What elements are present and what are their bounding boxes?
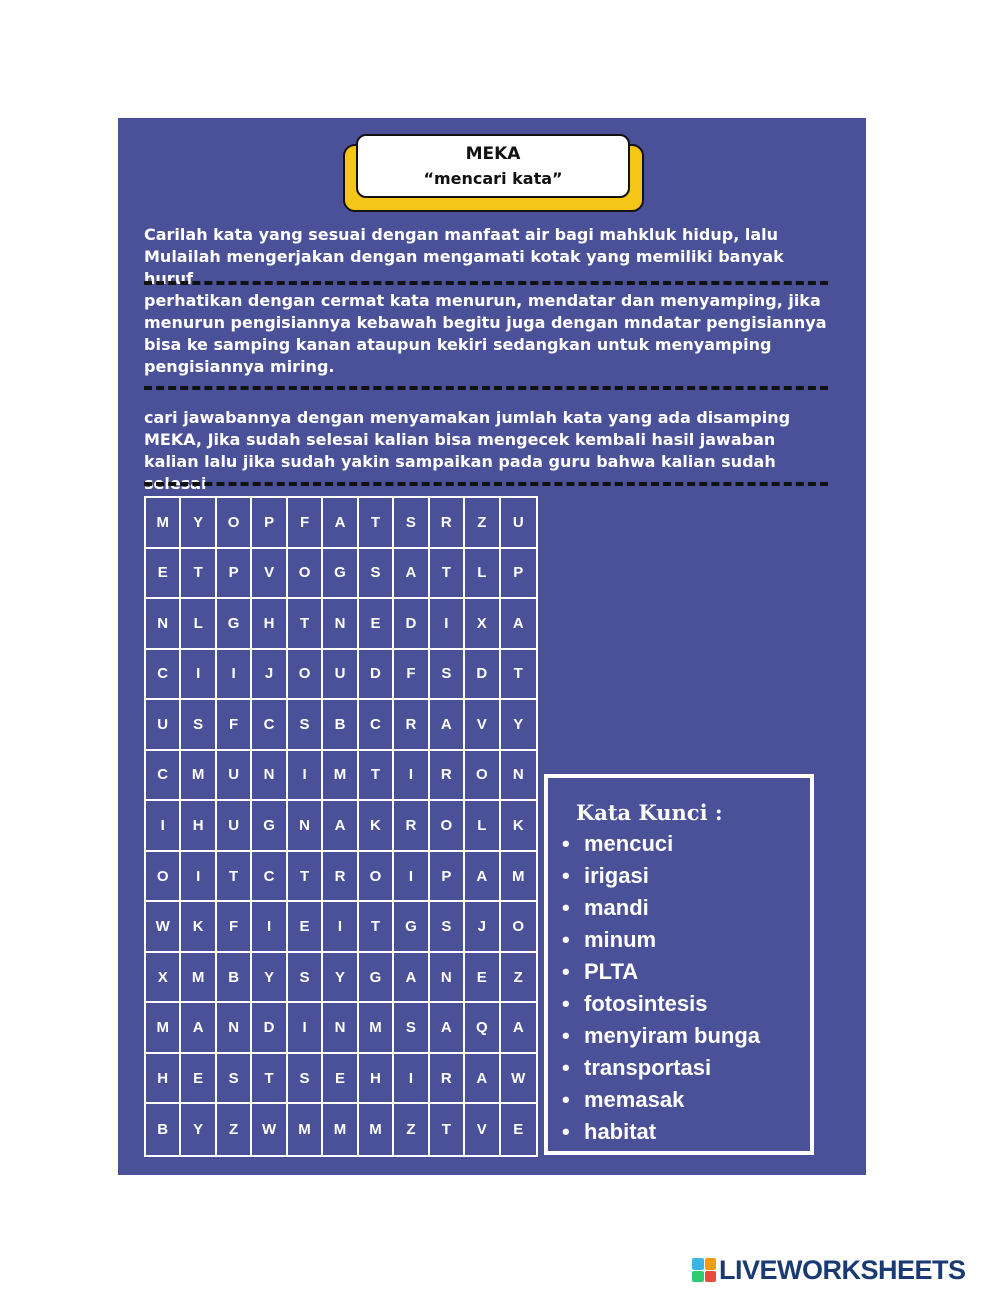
grid-cell[interactable]: T <box>430 1104 465 1155</box>
grid-cell[interactable]: M <box>288 1104 323 1155</box>
grid-cell[interactable]: S <box>288 953 323 1004</box>
grid-cell[interactable]: Y <box>181 1104 216 1155</box>
grid-cell[interactable]: D <box>465 650 500 701</box>
grid-cell[interactable]: Z <box>394 1104 429 1155</box>
grid-cell[interactable]: N <box>252 751 287 802</box>
grid-cell[interactable]: W <box>146 902 181 953</box>
grid-cell[interactable]: U <box>146 700 181 751</box>
grid-cell[interactable]: O <box>288 650 323 701</box>
grid-cell[interactable]: Y <box>501 700 536 751</box>
keyword-title: Kata Kunci : <box>576 800 723 825</box>
grid-cell[interactable]: L <box>465 549 500 600</box>
bullet-icon: • <box>562 831 570 856</box>
grid-cell[interactable]: G <box>217 599 252 650</box>
grid-cell[interactable]: A <box>501 1003 536 1054</box>
title-sub: “mencari kata” <box>423 169 563 188</box>
grid-cell[interactable]: W <box>501 1054 536 1105</box>
grid-cell[interactable]: R <box>394 801 429 852</box>
grid-cell[interactable]: S <box>359 549 394 600</box>
grid-cell[interactable]: G <box>252 801 287 852</box>
grid-cell[interactable]: N <box>323 1003 358 1054</box>
grid-cell[interactable]: P <box>217 549 252 600</box>
grid-cell[interactable]: L <box>181 599 216 650</box>
grid-cell[interactable]: D <box>394 599 429 650</box>
grid-cell[interactable]: S <box>430 650 465 701</box>
grid-cell[interactable]: R <box>394 700 429 751</box>
grid-cell[interactable]: O <box>146 852 181 903</box>
grid-cell[interactable]: I <box>323 902 358 953</box>
grid-cell[interactable]: O <box>430 801 465 852</box>
keyword-item <box>562 1116 760 1148</box>
keyword-list <box>562 828 760 1148</box>
grid-cell[interactable]: S <box>288 1054 323 1105</box>
grid-cell[interactable]: Z <box>465 498 500 549</box>
grid-cell[interactable]: M <box>359 1003 394 1054</box>
keyword-text: habitat <box>584 1119 657 1144</box>
grid-cell[interactable]: T <box>430 549 465 600</box>
grid-cell[interactable]: X <box>465 599 500 650</box>
grid-cell[interactable]: O <box>288 549 323 600</box>
grid-cell[interactable]: F <box>288 498 323 549</box>
grid-cell[interactable]: N <box>323 599 358 650</box>
grid-cell[interactable]: T <box>359 751 394 802</box>
keyword-item <box>562 1084 760 1116</box>
grid-cell[interactable]: Z <box>217 1104 252 1155</box>
grid-cell[interactable]: T <box>288 852 323 903</box>
grid-cell[interactable]: G <box>359 953 394 1004</box>
grid-cell[interactable]: A <box>501 599 536 650</box>
grid-cell[interactable]: O <box>501 902 536 953</box>
grid-cell[interactable]: M <box>501 852 536 903</box>
grid-cell[interactable]: M <box>181 953 216 1004</box>
grid-cell[interactable]: I <box>181 650 216 701</box>
grid-cell[interactable]: M <box>146 1003 181 1054</box>
grid-cell[interactable]: I <box>394 751 429 802</box>
grid-cell[interactable]: N <box>217 1003 252 1054</box>
grid-cell[interactable]: M <box>359 1104 394 1155</box>
grid-cell[interactable]: A <box>430 1003 465 1054</box>
grid-cell[interactable]: M <box>181 751 216 802</box>
grid-cell[interactable]: N <box>430 953 465 1004</box>
bullet-icon: • <box>562 1023 570 1048</box>
word-search-grid <box>144 496 538 1157</box>
grid-cell[interactable]: S <box>217 1054 252 1105</box>
grid-cell[interactable]: S <box>181 700 216 751</box>
grid-cell[interactable]: S <box>288 700 323 751</box>
grid-cell[interactable]: B <box>323 700 358 751</box>
grid-cell[interactable]: S <box>430 902 465 953</box>
grid-cell[interactable]: A <box>394 549 429 600</box>
grid-cell[interactable]: N <box>501 751 536 802</box>
grid-cell[interactable]: R <box>430 751 465 802</box>
divider <box>144 386 828 390</box>
grid-cell[interactable]: D <box>252 1003 287 1054</box>
grid-cell[interactable]: V <box>465 1104 500 1155</box>
grid-cell[interactable]: P <box>430 852 465 903</box>
grid-cell[interactable]: A <box>323 801 358 852</box>
grid-cell[interactable]: T <box>359 902 394 953</box>
keyword-item <box>562 1020 760 1052</box>
instruction-paragraph-2: perhatikan dengan cermat kata menurun, mendatar dan menyamping, jika menurun pengisiannya kebawah begitu juga dengan mndatar pengisiannya bisa ke samping kanan ataupun kekiri sedangkan untuk menyamping pengisiannya miring. <box>144 291 827 376</box>
divider <box>144 281 828 285</box>
grid-cell[interactable]: O <box>359 852 394 903</box>
keyword-item <box>562 956 760 988</box>
grid-cell[interactable]: J <box>252 650 287 701</box>
bullet-icon: • <box>562 1055 570 1080</box>
grid-cell[interactable]: U <box>323 650 358 701</box>
grid-cell[interactable]: T <box>359 498 394 549</box>
grid-cell[interactable]: Y <box>323 953 358 1004</box>
grid-cell[interactable]: E <box>146 549 181 600</box>
grid-cell[interactable]: C <box>146 751 181 802</box>
grid-cell[interactable]: A <box>465 852 500 903</box>
grid-cell[interactable]: E <box>323 1054 358 1105</box>
grid-cell[interactable]: S <box>394 1003 429 1054</box>
grid-cell[interactable]: A <box>394 953 429 1004</box>
grid-cell[interactable]: Z <box>501 953 536 1004</box>
keyword-box <box>544 774 814 1155</box>
bullet-icon: • <box>562 863 570 888</box>
keyword-item <box>562 828 760 860</box>
grid-cell[interactable]: H <box>146 1054 181 1105</box>
grid-cell[interactable]: O <box>217 498 252 549</box>
keyword-text: memasak <box>584 1087 685 1112</box>
grid-cell[interactable]: F <box>217 700 252 751</box>
keyword-item <box>562 924 760 956</box>
grid-cell[interactable]: T <box>252 1054 287 1105</box>
grid-cell[interactable]: L <box>465 801 500 852</box>
bullet-icon: • <box>562 895 570 920</box>
grid-cell[interactable]: M <box>146 498 181 549</box>
grid-cell[interactable]: I <box>394 1054 429 1105</box>
keyword-text: minum <box>584 927 657 952</box>
grid-cell[interactable]: C <box>359 700 394 751</box>
grid-cell[interactable]: N <box>146 599 181 650</box>
grid-cell[interactable]: R <box>430 1054 465 1105</box>
keyword-text: irigasi <box>584 863 649 888</box>
grid-cell[interactable]: R <box>323 852 358 903</box>
grid-cell[interactable]: D <box>359 650 394 701</box>
grid-cell[interactable]: E <box>288 902 323 953</box>
logo-text: LIVEWORKSHEETS <box>719 1254 966 1285</box>
grid-cell[interactable]: G <box>323 549 358 600</box>
grid-cell[interactable]: H <box>359 1054 394 1105</box>
grid-cell[interactable]: E <box>465 953 500 1004</box>
grid-cell[interactable]: I <box>288 751 323 802</box>
keyword-text: mencuci <box>584 831 674 856</box>
grid-cell[interactable]: O <box>465 751 500 802</box>
keyword-text: menyiram bunga <box>584 1023 761 1048</box>
grid-cell[interactable]: K <box>359 801 394 852</box>
grid-cell[interactable]: E <box>513 1121 524 1139</box>
grid-cell[interactable]: K <box>181 902 216 953</box>
grid-cell[interactable]: U <box>217 751 252 802</box>
grid-cell[interactable]: T <box>288 599 323 650</box>
keyword-text: fotosintesis <box>584 991 708 1016</box>
grid-cell[interactable]: C <box>252 852 287 903</box>
grid-cell[interactable]: U <box>501 498 536 549</box>
grid-cell[interactable]: A <box>430 700 465 751</box>
grid-cell[interactable]: F <box>217 902 252 953</box>
grid-cell[interactable]: S <box>394 498 429 549</box>
liveworksheets-logo[interactable] <box>692 1256 966 1284</box>
bullet-icon: • <box>562 927 570 952</box>
grid-cell[interactable]: I <box>181 852 216 903</box>
grid-cell[interactable]: C <box>252 700 287 751</box>
grid-cell[interactable]: H <box>252 599 287 650</box>
grid-cell[interactable]: M <box>323 1104 358 1155</box>
keyword-item <box>562 892 760 924</box>
grid-cell[interactable]: E <box>359 599 394 650</box>
grid-cell[interactable]: I <box>288 1003 323 1054</box>
grid-cell[interactable]: Y <box>252 953 287 1004</box>
grid-cell[interactable]: I <box>252 902 287 953</box>
grid-cell[interactable]: A <box>465 1054 500 1105</box>
grid-cell[interactable]: U <box>217 801 252 852</box>
bullet-icon: • <box>562 991 570 1016</box>
grid-cell[interactable]: A <box>323 498 358 549</box>
keyword-item <box>562 860 760 892</box>
instruction-paragraph-3: cari jawabannya dengan menyamakan jumlah kata yang ada disamping MEKA, Jika sudah selesai kalian bisa mengecek kembali hasil jawaban kalian lalu jika sudah yakin sampaikan pada guru bahwa kalian sudah selesai <box>144 408 791 493</box>
grid-cell[interactable]: P <box>501 549 536 600</box>
grid-cell[interactable]: B <box>217 953 252 1004</box>
grid-cell[interactable]: P <box>252 498 287 549</box>
grid-cell[interactable]: I <box>394 852 429 903</box>
grid-cell[interactable]: B <box>146 1104 181 1155</box>
grid-cell[interactable]: Y <box>181 498 216 549</box>
grid-cell[interactable]: E <box>181 1054 216 1105</box>
grid-cell[interactable]: H <box>181 801 216 852</box>
grid-cell[interactable]: W <box>252 1104 287 1155</box>
keyword-text: transportasi <box>584 1055 712 1080</box>
instruction-paragraph-1: Carilah kata yang sesuai dengan manfaat air bagi mahkluk hidup, lalu Mulailah mengerjakan dengan mengamati kotak yang memiliki banyak huruf <box>144 225 784 288</box>
grid-cell[interactable]: R <box>430 498 465 549</box>
grid-cell[interactable]: G <box>394 902 429 953</box>
worksheet <box>118 118 866 1175</box>
grid-cell[interactable]: I <box>217 650 252 701</box>
grid-cell[interactable]: X <box>146 953 181 1004</box>
grid-cell[interactable]: T <box>501 650 536 701</box>
keyword-item <box>562 988 760 1020</box>
grid-cell[interactable]: C <box>146 650 181 701</box>
grid-cell[interactable]: K <box>501 801 536 852</box>
grid-cell[interactable]: T <box>217 852 252 903</box>
bullet-icon: • <box>562 959 570 984</box>
keyword-text: mandi <box>584 895 649 920</box>
grid-cell[interactable]: V <box>252 549 287 600</box>
grid-cell[interactable]: M <box>323 751 358 802</box>
divider <box>144 482 828 486</box>
grid-cell[interactable]: A <box>181 1003 216 1054</box>
grid-cell[interactable]: N <box>288 801 323 852</box>
grid-cell[interactable]: T <box>181 549 216 600</box>
title-main: MEKA <box>465 144 521 164</box>
keyword-item <box>562 1052 760 1084</box>
keyword-text: PLTA <box>584 959 639 984</box>
grid-cell[interactable]: I <box>146 801 181 852</box>
title-box <box>356 134 630 198</box>
bullet-icon: • <box>562 1087 570 1112</box>
grid-cell[interactable]: F <box>394 650 429 701</box>
grid-cell[interactable]: J <box>465 902 500 953</box>
grid-cell[interactable]: V <box>465 700 500 751</box>
grid-cell[interactable]: I <box>430 599 465 650</box>
logo-icon <box>692 1258 716 1282</box>
grid-cell[interactable]: Q <box>465 1003 500 1054</box>
bullet-icon: • <box>562 1119 570 1144</box>
